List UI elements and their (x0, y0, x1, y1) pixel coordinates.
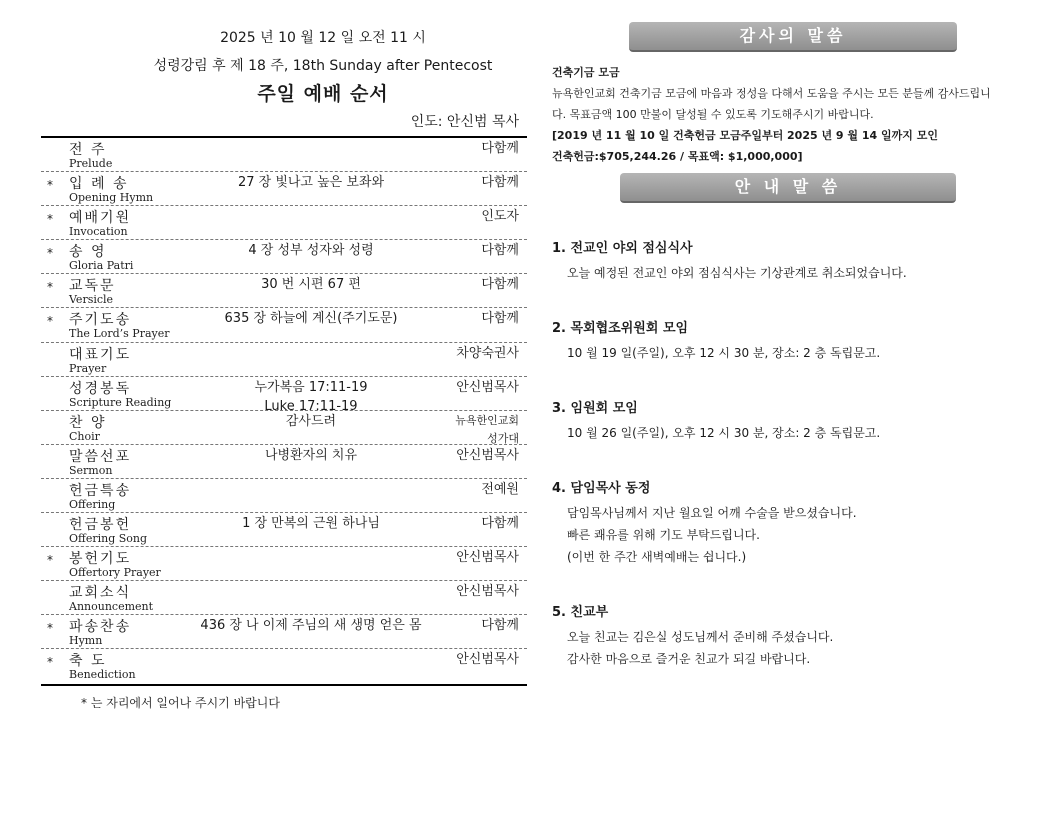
order-row (41, 274, 527, 308)
order-item-person (455, 412, 519, 448)
order-item-person (481, 480, 519, 499)
order-item-english: Offering Song (69, 532, 148, 546)
order-row (41, 240, 527, 274)
notice-title: 2. 목회협조위원회 모임 (552, 321, 689, 336)
standing-marker: * (47, 314, 53, 329)
thanks-section (552, 62, 992, 167)
notice-body (552, 342, 992, 364)
order-item-person (481, 616, 519, 635)
order-item-person (481, 173, 519, 192)
order-row (41, 138, 527, 172)
order-item-content (191, 275, 431, 294)
order-item-content (191, 309, 431, 328)
order-item-person (456, 650, 519, 669)
order-item-korean: 헌금봉헌 (69, 517, 132, 534)
service-leader: 인도: 안신범 목사 (410, 114, 519, 130)
standing-marker: * (47, 280, 53, 295)
notice-title: 3. 임원회 모임 (552, 401, 638, 416)
order-row (41, 581, 527, 615)
order-item-content (191, 616, 431, 635)
notice-line: 빠른 쾌유를 위해 기도 부탁드립니다. (567, 528, 760, 542)
order-item-person (481, 514, 519, 533)
announcements-panel (552, 22, 992, 703)
order-item-english: Prelude (69, 157, 113, 170)
standing-marker: * (47, 212, 53, 227)
order-item-english: Offering (69, 497, 116, 511)
standing-marker: * (47, 178, 53, 193)
order-item-person-line2: 성가대 (487, 431, 519, 445)
order-item-person (456, 344, 519, 363)
order-item-english: Announcement (69, 600, 154, 614)
order-item-content (191, 514, 431, 533)
order-item-content (191, 412, 431, 431)
order-item-person-line: 다함께 (481, 516, 519, 532)
thanks-period: [2019 년 11 월 10 일 건축헌금 모금주일부터 2025 년 9 월 14 일까지 모인 (552, 129, 938, 142)
order-item-person-line: 인도자 (481, 209, 519, 225)
order-item-korean: 파송찬송 (69, 619, 132, 636)
order-item-person-line: 안신범목사 (456, 550, 519, 566)
order-row (41, 615, 527, 649)
order-item-korean: 송 영 (69, 244, 107, 261)
order-row (41, 445, 527, 479)
order-row (41, 343, 527, 377)
order-item-person-line: 다함께 (481, 141, 519, 156)
notice-item (552, 397, 992, 444)
order-item-person-line: 다함께 (481, 243, 519, 259)
standing-marker: * (47, 621, 53, 636)
order-item-content-line: 4 장 성부 성자와 성령 (248, 243, 374, 259)
order-item-korean: 축 도 (69, 653, 107, 670)
order-list (41, 138, 527, 684)
order-item-person (481, 139, 519, 158)
service-date: 2025 년 10 월 12 일 오전 11 시 (220, 30, 426, 46)
order-item-person-line: 안신범목사 (456, 652, 519, 668)
notice-item (552, 317, 992, 364)
order-item-content-line: 1 장 만복의 근원 하나님 (242, 516, 380, 532)
order-item-content-line: 635 장 하늘에 계신(주기도문) (224, 311, 398, 327)
order-item-korean: 전 주 (69, 142, 107, 158)
order-row (41, 206, 527, 240)
order-item-korean: 교독문 (69, 278, 116, 295)
order-item-person (456, 548, 519, 567)
order-item-korean: 봉헌기도 (69, 551, 132, 568)
order-item-person (456, 446, 519, 465)
notice-line: 10 월 26 일(주일), 오후 12 시 30 분, 장소: 2 층 독립문고. (567, 426, 881, 440)
order-item-english: Sermon (69, 463, 113, 477)
order-item-content-line2: Luke 17:11-19 (264, 398, 358, 414)
order-item-english: Prayer (69, 361, 107, 375)
order-item-content-line: 27 장 빛나고 높은 보좌와 (237, 175, 385, 191)
thanks-body: 뉴욕한인교회 건축기금 모금에 마음과 정성을 다해서 도움을 주시는 모든 분들께 감사드립니다. 목표금액 100 만불이 달성될 수 있도록 기도해주시기 바랍니다. (552, 87, 991, 121)
notices-banner: 안 내 말 씀 (620, 173, 956, 203)
notice-item (552, 237, 992, 284)
notice-line: (이번 한 주간 새벽예배는 쉽니다.) (567, 550, 747, 564)
order-row (41, 513, 527, 547)
order-row (41, 411, 527, 445)
order-item-content (191, 241, 431, 260)
notice-body (552, 422, 992, 444)
order-bottom-rule (41, 684, 527, 686)
notice-title: 4. 담임목사 동정 (552, 481, 651, 496)
order-item-korean: 성경봉독 (69, 380, 132, 397)
order-item-person-line: 다함께 (481, 618, 519, 634)
order-row (41, 479, 527, 513)
order-item-english: Offertory Prayer (69, 566, 161, 580)
notice-item (552, 477, 992, 568)
standing-footnote: * 는 자리에서 일어나 주시기 바랍니다 (81, 695, 280, 710)
order-item-korean: 교회소식 (69, 585, 132, 602)
notice-line: 감사한 마음으로 즐거운 친교가 되길 바랍니다. (567, 652, 811, 666)
order-item-korean: 대표기도 (69, 346, 132, 363)
order-item-person (456, 582, 519, 601)
notice-item (552, 601, 992, 670)
order-item-english: Scripture Reading (69, 395, 172, 409)
order-item-content-line: 감사드려 (285, 413, 337, 429)
notice-body (552, 502, 992, 568)
thanks-banner: 감사의 말씀 (629, 22, 957, 52)
notice-line: 오늘 친교는 김은실 성도님께서 준비해 주셨습니다. (567, 630, 834, 644)
notice-line: 오늘 예정된 전교인 야외 점심식사는 기상관계로 취소되었습니다. (567, 266, 907, 280)
order-item-content-line: 누가복음 17:11-19 (254, 379, 368, 395)
order-item-person (481, 241, 519, 260)
notice-body (552, 626, 992, 670)
page-title: 주일 예배 순서 (257, 83, 389, 105)
order-item-english: Choir (69, 429, 100, 443)
order-item-person-line: 다함께 (481, 175, 519, 191)
order-item-person (456, 378, 519, 397)
order-item-person-line: 차양숙권사 (456, 345, 519, 361)
order-item-english: Hymn (69, 634, 103, 648)
thanks-amount: 건축헌금:$705,244.26 / 목표액: $1,000,000] (552, 150, 803, 163)
standing-marker: * (47, 553, 53, 568)
order-row (41, 649, 527, 683)
order-row (41, 547, 527, 581)
order-item-person (481, 275, 519, 294)
order-item-english: Benediction (69, 668, 136, 682)
notice-line: 10 월 19 일(주일), 오후 12 시 30 분, 장소: 2 층 독립문고. (567, 346, 881, 360)
order-item-person-line: 안신범목사 (456, 584, 519, 600)
order-item-content (191, 446, 431, 465)
order-item-person (481, 207, 519, 226)
order-item-korean: 찬 양 (69, 414, 107, 431)
order-item-person-line: 안신범목사 (456, 379, 519, 395)
order-item-person (481, 309, 519, 328)
liturgical-season: 성령강림 후 제 18 주, 18th Sunday after Pentecost (153, 58, 493, 74)
order-item-korean: 예배기원 (69, 210, 132, 227)
order-item-korean: 말씀선포 (69, 448, 132, 465)
order-row (41, 308, 527, 342)
order-item-english: The Lord’s Prayer (69, 327, 170, 341)
order-item-korean: 주기도송 (69, 312, 132, 329)
notice-list (552, 237, 992, 670)
order-item-person-line: 다함께 (481, 277, 519, 293)
order-item-english: Versicle (69, 293, 114, 307)
notice-body (552, 262, 992, 284)
worship-order-panel (41, 24, 527, 711)
order-item-korean: 입 례 송 (69, 176, 129, 193)
order-row (41, 172, 527, 206)
order-item-english: Invocation (69, 225, 128, 239)
order-item-content-line: 나병환자의 치유 (264, 447, 358, 463)
order-row (41, 377, 527, 414)
order-item-korean: 헌금특송 (69, 482, 132, 499)
order-item-english: Gloria Patri (69, 259, 134, 273)
order-item-content (191, 173, 431, 192)
thanks-heading: 건축기금 모금 (552, 66, 620, 79)
order-item-person-line: 안신범목사 (456, 447, 519, 463)
order-item-person-line: 다함께 (481, 311, 519, 327)
order-item-person-line: 전예원 (481, 481, 519, 497)
order-item-english: Opening Hymn (69, 191, 154, 205)
notice-title: 5. 친교부 (552, 605, 609, 620)
notice-line: 담임목사님께서 지난 월요일 어깨 수술을 받으셨습니다. (567, 506, 857, 520)
standing-marker: * (47, 246, 53, 261)
standing-marker: * (47, 655, 53, 670)
order-item-content-line: 436 장 나 이제 주님의 새 생명 얻은 몸 (200, 618, 422, 634)
order-item-content-line: 30 번 시편 67 편 (261, 277, 361, 293)
notice-title: 1. 전교인 야외 점심식사 (552, 241, 693, 256)
order-item-person-line: 뉴욕한인교회 (455, 413, 519, 427)
